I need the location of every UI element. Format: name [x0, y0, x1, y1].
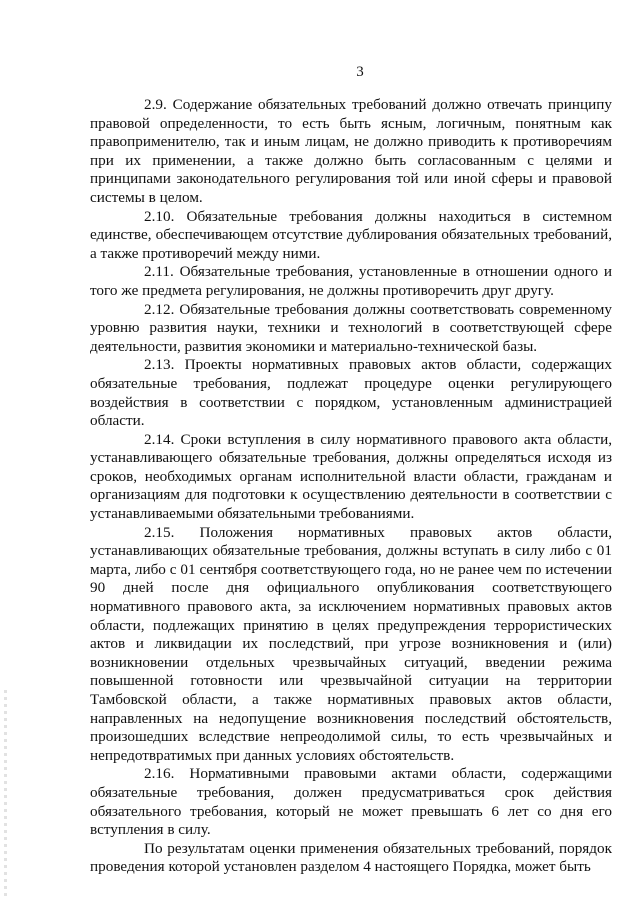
scan-margin-mark	[4, 690, 7, 900]
paragraph-2-11: 2.11. Обязательные требования, установленные в отношении одного и того же предмета регулирования, не должны противоречить друг другу.	[90, 263, 612, 299]
paragraph-2-14: 2.14. Сроки вступления в силу нормативного правового акта области, устанавливающего обязательные требования, должны определяться исходя из сроков, необходимых органам исполнительной власти области, гражданам и организациям для подготовки к осуществлению деятельности в соответствии с устанавливаемыми обязательными требованиями.	[90, 430, 612, 523]
paragraph-2-15: 2.15. Положения нормативных правовых актов области, устанавливающих обязательные требования, должны вступать в силу либо с 01 марта, либо с 01 сентября соответствующего года, но не ранее чем по истечении 90 дней после дня официального опубликования соответствующего нормативного правового акта, за исключением нормативных правовых актов области, подлежащих принятию в целях предупреждения террористических актов и ликвидации их последствий, при угрозе возникновения и (или) возникновении отдельных чрезвычайных ситуаций, введении режима повышенной готовности или чрезвычайной ситуации на территории Тамбовской области, а также нормативных правовых актов области, направленных на недопущение возникновения последствий обстоятельств, произошедших вследствие непреодолимой силы, то есть чрезвычайных и непредотвратимых при данных условиях обстоятельств.	[90, 523, 612, 764]
document-body	[90, 96, 612, 877]
page-number: 3	[356, 64, 364, 80]
paragraph-2-16: 2.16. Нормативными правовыми актами области, содержащими обязательные требования, должен предусматриваться срок действия обязательного требования, который не может превышать 6 лет со дня его вступления в силу.	[90, 765, 612, 839]
paragraph-results: По результатам оценки применения обязательных требований, порядок проведения которой установлен разделом 4 настоящего Порядка, может быть	[90, 839, 612, 876]
paragraph-2-13: 2.13. Проекты нормативных правовых актов области, содержащих обязательные требования, подлежат процедуре оценки регулирующего воздействия в соответствии с порядком, установленным администрацией области.	[90, 356, 612, 430]
paragraph-2-12: 2.12. Обязательные требования должны соответствовать современному уровню развития науки, техники и технологий в соответствующей сфере деятельности, развития экономики и материально-технической базы.	[90, 300, 612, 355]
paragraph-2-9: 2.9. Содержание обязательных требований должно отвечать принципу правовой определенности, то есть быть ясным, логичным, понятным как правоприменителю, так и иным лицам, не должно приводить к противоречиям при их применении, а также должно быть согласованным с целями и принципами законодательного регулирования той или иной сферы и правовой системы в целом.	[90, 96, 612, 206]
paragraph-2-10: 2.10. Обязательные требования должны находиться в системном единстве, обеспечивающем отсутствие дублирования обязательных требований, а также противоречий между ними.	[90, 207, 612, 262]
